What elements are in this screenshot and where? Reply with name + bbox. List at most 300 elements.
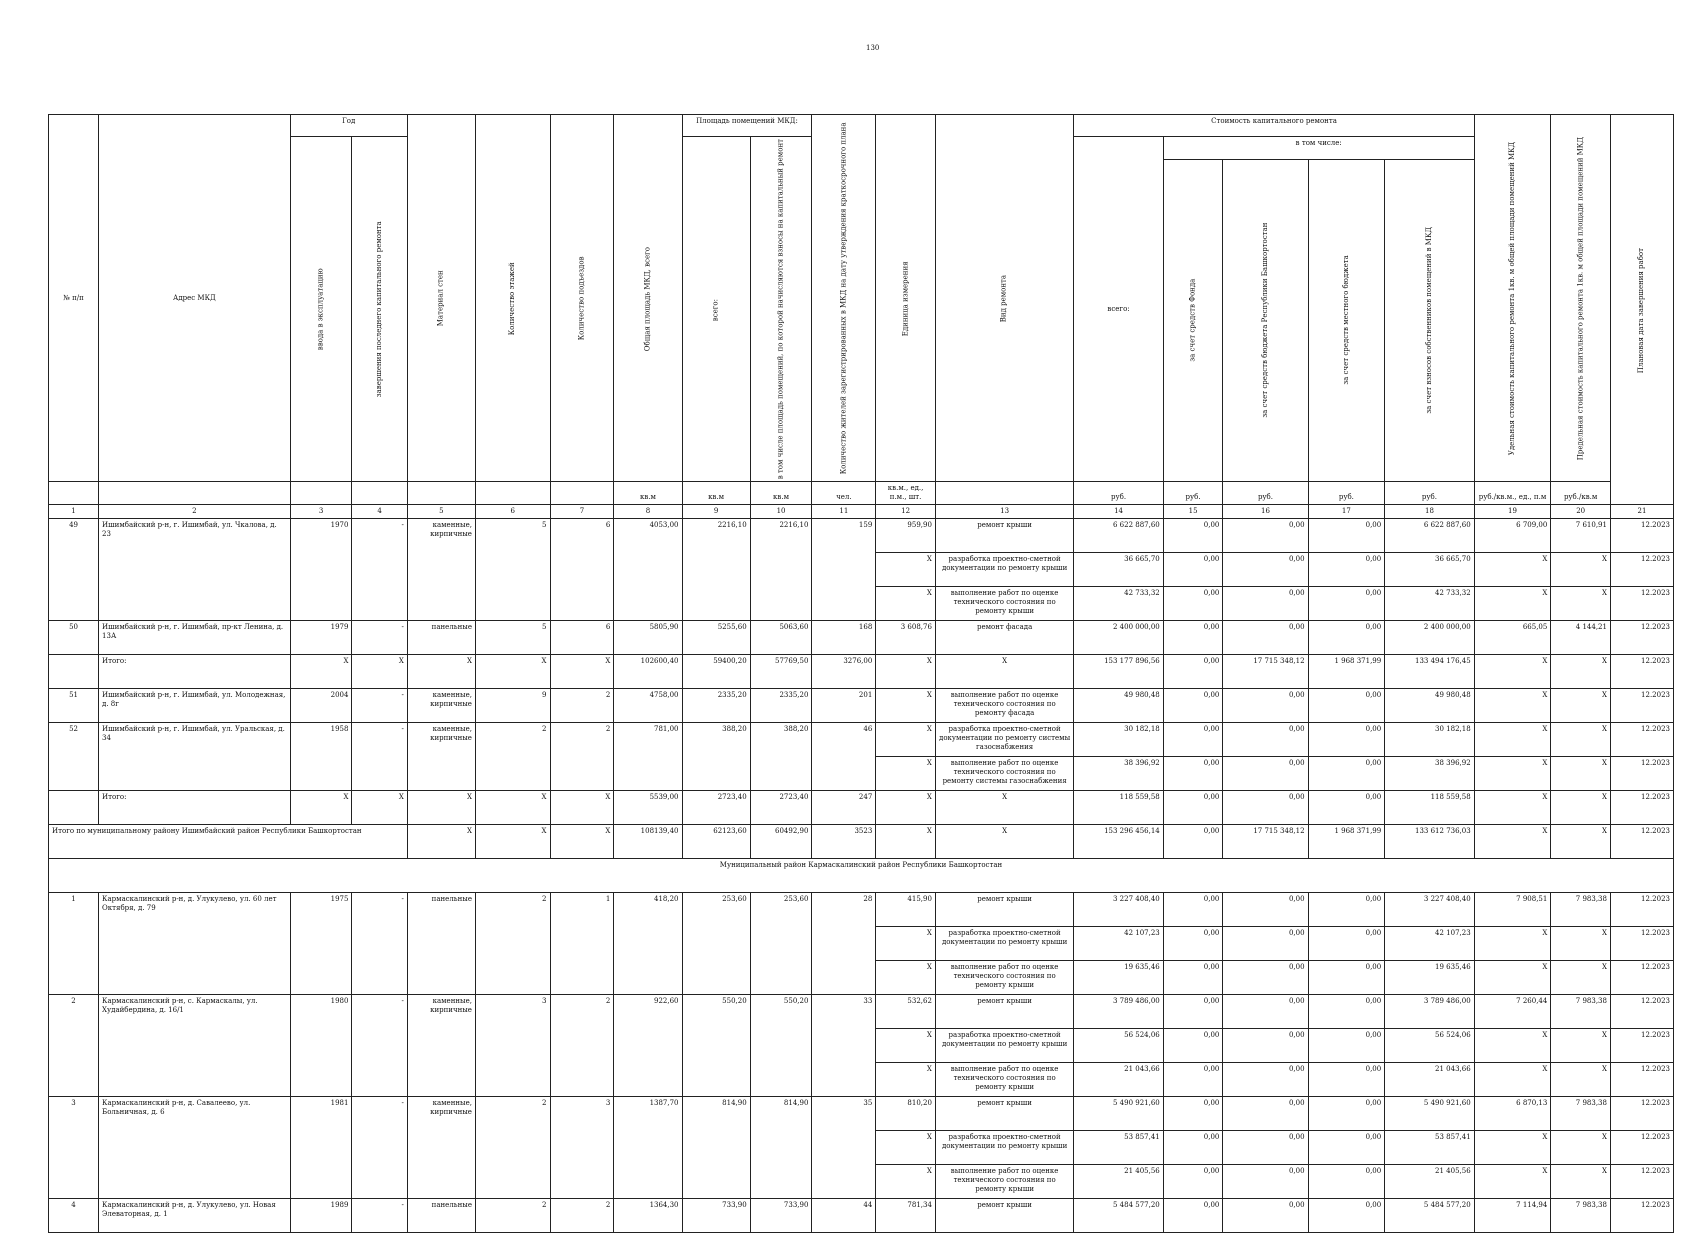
cost-fund-cell: 0,00 — [1163, 553, 1223, 587]
column-number: 2 — [99, 505, 291, 519]
cost-owners-cell: 36 665,70 — [1385, 553, 1474, 587]
district-total-o: 133 612 736,03 — [1385, 825, 1474, 859]
year-last-repair-cell: - — [352, 1097, 407, 1199]
cost-fund-cell: 0,00 — [1163, 1131, 1223, 1165]
planned-date-cell: 12.2023 — [1610, 1063, 1673, 1097]
cost-owners-cell: 3 227 408,40 — [1385, 893, 1474, 927]
entrances-cell: 2 — [550, 995, 614, 1097]
cost-republic-cell: 0,00 — [1223, 1131, 1308, 1165]
total-mat: X — [407, 655, 475, 689]
total-ta: 5539,00 — [614, 791, 682, 825]
total-pa: 59400,20 — [682, 655, 750, 689]
district-total-ta: 108139,40 — [614, 825, 682, 859]
table-row — [49, 995, 1674, 1029]
quantity-cell: X — [876, 723, 936, 757]
row-number: 50 — [49, 621, 99, 655]
total-q: X — [876, 791, 936, 825]
header-limit-cost: Предельная стоимость капитального ремонта 1кв. м общей площади помещений МКД — [1551, 115, 1611, 482]
total-l: X — [1551, 791, 1611, 825]
address-cell: Кармаскалинский р-н, д. Савалеево, ул. Больничная, д. 6 — [99, 1097, 291, 1199]
planned-date-cell: 12.2023 — [1610, 1131, 1673, 1165]
total-y1: X — [290, 655, 352, 689]
year-last-repair-cell: - — [352, 995, 407, 1097]
premises-fund-cell: 388,20 — [750, 723, 812, 791]
column-number: 12 — [876, 505, 936, 519]
specific-cost-cell: X — [1474, 1131, 1551, 1165]
unit-cell: чел. — [812, 482, 876, 505]
year-last-repair-cell: - — [352, 519, 407, 621]
header-total-area: Общая площадь МКД, всего — [614, 115, 682, 482]
year-commission-cell: 1975 — [290, 893, 352, 995]
total-res: 247 — [812, 791, 876, 825]
column-number: 19 — [1474, 505, 1551, 519]
total-y2: X — [352, 791, 407, 825]
limit-cost-cell: 4 144,21 — [1551, 621, 1611, 655]
residents-cell: 46 — [812, 723, 876, 791]
planned-date-cell: 12.2023 — [1610, 1199, 1673, 1233]
district-total-en: X — [550, 825, 614, 859]
unit-cell: руб. — [1385, 482, 1474, 505]
cost-local-cell: 0,00 — [1308, 1097, 1385, 1131]
address-cell: Ишимбайский р-н, г. Ишимбай, пр-кт Ленина, д. 13А — [99, 621, 291, 655]
district-total-s: 153 296 456,14 — [1074, 825, 1163, 859]
total-area-cell: 1387,70 — [614, 1097, 682, 1199]
limit-cost-cell: X — [1551, 1131, 1611, 1165]
table-row — [49, 1199, 1674, 1233]
column-number: 15 — [1163, 505, 1223, 519]
row-number: 49 — [49, 519, 99, 621]
column-number: 20 — [1551, 505, 1611, 519]
entrances-cell: 2 — [550, 1199, 614, 1233]
column-number: 13 — [935, 505, 1073, 519]
cost-republic-cell: 0,00 — [1223, 1097, 1308, 1131]
total-s: 118 559,58 — [1074, 791, 1163, 825]
limit-cost-cell: 7 610,91 — [1551, 519, 1611, 553]
total-f: 0,00 — [1163, 655, 1223, 689]
year-commission-cell: 1970 — [290, 519, 352, 621]
planned-date-cell: 12.2023 — [1610, 723, 1673, 757]
column-number: 6 — [475, 505, 550, 519]
district-total-repair-type: X — [935, 825, 1073, 859]
wall-material-cell: каменные, кирпичные — [407, 995, 475, 1097]
floors-cell: 5 — [475, 621, 550, 655]
cost-republic-cell: 0,00 — [1223, 1199, 1308, 1233]
specific-cost-cell: X — [1474, 961, 1551, 995]
cost-total-cell: 21 043,66 — [1074, 1063, 1163, 1097]
total-y1: X — [290, 791, 352, 825]
column-number: 3 — [290, 505, 352, 519]
total-repair-type: X — [935, 791, 1073, 825]
cost-local-cell: 0,00 — [1308, 1199, 1385, 1233]
unit-cell: кв.м — [750, 482, 812, 505]
year-commission-cell: 1958 — [290, 723, 352, 791]
total-s: 153 177 896,56 — [1074, 655, 1163, 689]
district-total-d: 12.2023 — [1610, 825, 1673, 859]
premises-fund-cell: 253,60 — [750, 893, 812, 995]
planned-date-cell: 12.2023 — [1610, 621, 1673, 655]
district-total-row — [49, 825, 1674, 859]
header-specific-cost: Удельная стоимость капитального ремонта 1кв. м общей площади помещений МКД — [1474, 115, 1551, 482]
limit-cost-cell: X — [1551, 1165, 1611, 1199]
premises-area-cell: 550,20 — [682, 995, 750, 1097]
residents-cell: 168 — [812, 621, 876, 655]
table-row — [49, 1097, 1674, 1131]
district-total-q: X — [876, 825, 936, 859]
total-row — [49, 791, 1674, 825]
quantity-cell: 781,34 — [876, 1199, 936, 1233]
premises-area-cell: 814,90 — [682, 1097, 750, 1199]
premises-area-cell: 2216,10 — [682, 519, 750, 621]
header-wall-material: Материал стен — [407, 115, 475, 482]
limit-cost-cell: 7 983,38 — [1551, 1199, 1611, 1233]
premises-fund-cell: 2335,20 — [750, 689, 812, 723]
wall-material-cell: панельные — [407, 1199, 475, 1233]
limit-cost-cell: X — [1551, 757, 1611, 791]
column-number: 7 — [550, 505, 614, 519]
district-total-label: Итого по муниципальному району Ишимбайский район Республики Башкортостан — [49, 825, 408, 859]
district-total-f: 0,00 — [1163, 825, 1223, 859]
floors-cell: 9 — [475, 689, 550, 723]
cost-total-cell: 42 107,23 — [1074, 927, 1163, 961]
cost-republic-cell: 0,00 — [1223, 553, 1308, 587]
floors-cell: 2 — [475, 1097, 550, 1199]
column-number: 17 — [1308, 505, 1385, 519]
planned-date-cell: 12.2023 — [1610, 519, 1673, 553]
year-commission-cell: 1989 — [290, 1199, 352, 1233]
cost-local-cell: 0,00 — [1308, 927, 1385, 961]
section-row — [49, 859, 1674, 893]
header-cost-republic: за счет средств бюджета Республики Башкортостан — [1223, 159, 1308, 482]
specific-cost-cell: 7 260,44 — [1474, 995, 1551, 1029]
cost-republic-cell: 0,00 — [1223, 689, 1308, 723]
header-including: в том числе: — [1163, 137, 1474, 160]
cost-republic-cell: 0,00 — [1223, 587, 1308, 621]
repair-type-cell: выполнение работ по оценке технического состояния по ремонту системы газоснабжения — [935, 757, 1073, 791]
repair-type-cell: ремонт фасада — [935, 621, 1073, 655]
header-cost-fund: за счет средств Фонда — [1163, 159, 1223, 482]
table-row — [49, 621, 1674, 655]
repair-type-cell: ремонт крыши — [935, 1097, 1073, 1131]
planned-date-cell: 12.2023 — [1610, 757, 1673, 791]
quantity-cell: 415,90 — [876, 893, 936, 927]
specific-cost-cell: X — [1474, 757, 1551, 791]
residents-cell: 28 — [812, 893, 876, 995]
header-premises-group: Площадь помещений МКД: — [682, 115, 812, 137]
header-year-commission: ввода в эксплуатацию — [290, 137, 352, 482]
premises-fund-cell: 550,20 — [750, 995, 812, 1097]
address-cell: Кармаскалинский р-н, с. Кармаскалы, ул. Худайбердина, д. 16/1 — [99, 995, 291, 1097]
quantity-cell: X — [876, 587, 936, 621]
repair-type-cell: разработка проектно-сметной документации по ремонту крыши — [935, 1029, 1073, 1063]
cost-local-cell: 0,00 — [1308, 1131, 1385, 1165]
address-cell: Кармаскалинский р-н, д. Улукулево, ул. Новая Элеваторная, д. 1 — [99, 1199, 291, 1233]
unit-cell: руб./кв.м., ед., п.м — [1474, 482, 1551, 505]
unit-cell: руб. — [1074, 482, 1163, 505]
cost-total-cell: 5 490 921,60 — [1074, 1097, 1163, 1131]
column-number: 21 — [1610, 505, 1673, 519]
repair-type-cell: разработка проектно-сметной документации по ремонту крыши — [935, 1131, 1073, 1165]
total-res: 3276,00 — [812, 655, 876, 689]
cost-total-cell: 42 733,32 — [1074, 587, 1163, 621]
cost-total-cell: 38 396,92 — [1074, 757, 1163, 791]
cost-local-cell: 0,00 — [1308, 553, 1385, 587]
planned-date-cell: 12.2023 — [1610, 1165, 1673, 1199]
planned-date-cell: 12.2023 — [1610, 893, 1673, 927]
floors-cell: 2 — [475, 1199, 550, 1233]
quantity-cell: X — [876, 1029, 936, 1063]
total-ta: 102600,40 — [614, 655, 682, 689]
cost-fund-cell: 0,00 — [1163, 689, 1223, 723]
planned-date-cell: 12.2023 — [1610, 995, 1673, 1029]
total-label: Итого: — [99, 791, 291, 825]
column-number: 18 — [1385, 505, 1474, 519]
cost-fund-cell: 0,00 — [1163, 757, 1223, 791]
total-en: X — [550, 791, 614, 825]
cost-owners-cell: 3 789 486,00 — [1385, 995, 1474, 1029]
limit-cost-cell: X — [1551, 723, 1611, 757]
limit-cost-cell: X — [1551, 961, 1611, 995]
premises-fund-cell: 814,90 — [750, 1097, 812, 1199]
header-cost-local: за счет средств местного бюджета — [1308, 159, 1385, 482]
total-pa: 2723,40 — [682, 791, 750, 825]
address-cell: Ишимбайский р-н, г. Ишимбай, ул. Уральская, д. 34 — [99, 723, 291, 791]
repair-type-cell: выполнение работ по оценке технического состояния по ремонту фасада — [935, 689, 1073, 723]
address-cell: Ишимбайский р-н, г. Ишимбай, ул. Молодежная, д. 8г — [99, 689, 291, 723]
repair-type-cell: ремонт крыши — [935, 519, 1073, 553]
cost-owners-cell: 21 405,56 — [1385, 1165, 1474, 1199]
total-u: X — [1474, 655, 1551, 689]
residents-cell: 35 — [812, 1097, 876, 1199]
cost-owners-cell: 5 490 921,60 — [1385, 1097, 1474, 1131]
total-repair-type: X — [935, 655, 1073, 689]
header-cost-total: всего: — [1074, 137, 1163, 482]
total-y2: X — [352, 655, 407, 689]
wall-material-cell: каменные, кирпичные — [407, 723, 475, 791]
quantity-cell: X — [876, 961, 936, 995]
total-area-cell: 4758,00 — [614, 689, 682, 723]
district-total-pf: 60492,90 — [750, 825, 812, 859]
cost-fund-cell: 0,00 — [1163, 995, 1223, 1029]
year-last-repair-cell: - — [352, 689, 407, 723]
district-total-mat: X — [407, 825, 475, 859]
header-planned-date: Плановая дата завершения работ — [1610, 115, 1673, 505]
header-num: № п/п — [49, 115, 99, 482]
wall-material-cell: панельные — [407, 893, 475, 995]
repair-type-cell: разработка проектно-сметной документации по ремонту системы газоснабжения — [935, 723, 1073, 757]
total-rb: 0,00 — [1223, 791, 1308, 825]
quantity-cell: 532,62 — [876, 995, 936, 1029]
header-year-group: Год — [290, 115, 407, 137]
cost-total-cell: 49 980,48 — [1074, 689, 1163, 723]
repair-type-cell: ремонт крыши — [935, 893, 1073, 927]
district-total-pa: 62123,60 — [682, 825, 750, 859]
header-cost-group: Стоимость капитального ремонта — [1074, 115, 1474, 137]
header-unit: Единица измерения — [876, 115, 936, 482]
table-row — [49, 723, 1674, 757]
total-u: X — [1474, 791, 1551, 825]
planned-date-cell: 12.2023 — [1610, 961, 1673, 995]
total-lb: 0,00 — [1308, 791, 1385, 825]
planned-date-cell: 12.2023 — [1610, 1097, 1673, 1131]
district-total-l: X — [1551, 825, 1611, 859]
planned-date-cell: 12.2023 — [1610, 1029, 1673, 1063]
specific-cost-cell: 665,05 — [1474, 621, 1551, 655]
year-last-repair-cell: - — [352, 723, 407, 791]
cost-fund-cell: 0,00 — [1163, 519, 1223, 553]
district-total-fl: X — [475, 825, 550, 859]
cost-republic-cell: 0,00 — [1223, 621, 1308, 655]
header-premises-total: всего: — [682, 137, 750, 482]
premises-area-cell: 733,90 — [682, 1199, 750, 1233]
cost-owners-cell: 42 107,23 — [1385, 927, 1474, 961]
header-cost-owners: за счет взносов собственников помещений в МКД — [1385, 159, 1474, 482]
address-cell: Ишимбайский р-н, г. Ишимбай, ул. Чкалова, д. 23 — [99, 519, 291, 621]
total-label: Итого: — [99, 655, 291, 689]
row-number: 4 — [49, 1199, 99, 1233]
address-cell: Кармаскалинский р-н, д. Улукулево, ул. 60 лет Октября, д. 79 — [99, 893, 291, 995]
year-commission-cell: 1979 — [290, 621, 352, 655]
row-number: 2 — [49, 995, 99, 1097]
column-number: 5 — [407, 505, 475, 519]
total-l: X — [1551, 655, 1611, 689]
premises-fund-cell: 733,90 — [750, 1199, 812, 1233]
cost-owners-cell: 6 622 887,60 — [1385, 519, 1474, 553]
specific-cost-cell: X — [1474, 1029, 1551, 1063]
planned-date-cell: 12.2023 — [1610, 587, 1673, 621]
limit-cost-cell: X — [1551, 553, 1611, 587]
entrances-cell: 2 — [550, 723, 614, 791]
residents-cell: 33 — [812, 995, 876, 1097]
planned-date-cell: 12.2023 — [1610, 927, 1673, 961]
table-row — [49, 519, 1674, 553]
cost-local-cell: 0,00 — [1308, 689, 1385, 723]
total-area-cell: 781,00 — [614, 723, 682, 791]
specific-cost-cell: X — [1474, 1165, 1551, 1199]
header-floors: Количество этажей — [475, 115, 550, 482]
cost-owners-cell: 21 043,66 — [1385, 1063, 1474, 1097]
cost-republic-cell: 0,00 — [1223, 1029, 1308, 1063]
cost-republic-cell: 0,00 — [1223, 995, 1308, 1029]
cost-owners-cell: 53 857,41 — [1385, 1131, 1474, 1165]
planned-date-cell: 12.2023 — [1610, 689, 1673, 723]
row-number — [49, 791, 99, 825]
year-commission-cell: 1980 — [290, 995, 352, 1097]
total-pf: 57769,50 — [750, 655, 812, 689]
limit-cost-cell: X — [1551, 927, 1611, 961]
floors-cell: 2 — [475, 723, 550, 791]
planned-date-cell: 12.2023 — [1610, 553, 1673, 587]
cost-fund-cell: 0,00 — [1163, 1165, 1223, 1199]
cost-owners-cell: 5 484 577,20 — [1385, 1199, 1474, 1233]
limit-cost-cell: 7 983,38 — [1551, 1097, 1611, 1131]
total-lb: 1 968 371,99 — [1308, 655, 1385, 689]
column-number: 4 — [352, 505, 407, 519]
unit-cell: руб. — [1308, 482, 1385, 505]
repair-type-cell: выполнение работ по оценке технического состояния по ремонту крыши — [935, 1165, 1073, 1199]
cost-total-cell: 3 227 408,40 — [1074, 893, 1163, 927]
total-area-cell: 5805,90 — [614, 621, 682, 655]
total-area-cell: 418,20 — [614, 893, 682, 995]
residents-cell: 159 — [812, 519, 876, 621]
limit-cost-cell: 7 983,38 — [1551, 995, 1611, 1029]
total-row — [49, 655, 1674, 689]
total-en: X — [550, 655, 614, 689]
repair-type-cell: выполнение работ по оценке технического состояния по ремонту крыши — [935, 961, 1073, 995]
header-repair-type: Вид ремонта — [935, 115, 1073, 482]
column-number: 16 — [1223, 505, 1308, 519]
cost-fund-cell: 0,00 — [1163, 723, 1223, 757]
premises-area-cell: 388,20 — [682, 723, 750, 791]
cost-local-cell: 0,00 — [1308, 1165, 1385, 1199]
cost-republic-cell: 0,00 — [1223, 893, 1308, 927]
cost-total-cell: 5 484 577,20 — [1074, 1199, 1163, 1233]
cost-local-cell: 0,00 — [1308, 621, 1385, 655]
cost-fund-cell: 0,00 — [1163, 1029, 1223, 1063]
quantity-cell: X — [876, 1165, 936, 1199]
cost-total-cell: 56 524,06 — [1074, 1029, 1163, 1063]
limit-cost-cell: X — [1551, 1029, 1611, 1063]
repair-type-cell: ремонт крыши — [935, 995, 1073, 1029]
column-number: 8 — [614, 505, 682, 519]
cost-total-cell: 21 405,56 — [1074, 1165, 1163, 1199]
cost-fund-cell: 0,00 — [1163, 927, 1223, 961]
total-area-cell: 922,60 — [614, 995, 682, 1097]
year-last-repair-cell: - — [352, 621, 407, 655]
capital-repair-table — [48, 114, 1674, 1233]
total-fl: X — [475, 791, 550, 825]
total-o: 118 559,58 — [1385, 791, 1474, 825]
year-last-repair-cell: - — [352, 893, 407, 995]
limit-cost-cell: 7 983,38 — [1551, 893, 1611, 927]
specific-cost-cell: X — [1474, 1063, 1551, 1097]
cost-republic-cell: 0,00 — [1223, 961, 1308, 995]
cost-local-cell: 0,00 — [1308, 1029, 1385, 1063]
cost-fund-cell: 0,00 — [1163, 1097, 1223, 1131]
repair-type-cell: ремонт крыши — [935, 1199, 1073, 1233]
wall-material-cell: каменные, кирпичные — [407, 689, 475, 723]
unit-cell: руб. — [1163, 482, 1223, 505]
total-q: X — [876, 655, 936, 689]
year-commission-cell: 1981 — [290, 1097, 352, 1199]
specific-cost-cell: X — [1474, 723, 1551, 757]
cost-fund-cell: 0,00 — [1163, 587, 1223, 621]
unit-cell: кв.м — [682, 482, 750, 505]
total-rb: 17 715 348,12 — [1223, 655, 1308, 689]
table-row — [49, 893, 1674, 927]
total-d: 12.2023 — [1610, 655, 1673, 689]
row-number: 51 — [49, 689, 99, 723]
cost-owners-cell: 56 524,06 — [1385, 1029, 1474, 1063]
section-title: Муниципальный район Кармаскалинский район Республики Башкортостан — [49, 859, 1674, 893]
row-number: 3 — [49, 1097, 99, 1199]
total-fl: X — [475, 655, 550, 689]
year-last-repair-cell: - — [352, 1199, 407, 1233]
cost-owners-cell: 30 182,18 — [1385, 723, 1474, 757]
quantity-cell: X — [876, 1063, 936, 1097]
specific-cost-cell: X — [1474, 553, 1551, 587]
page-number: 130 — [866, 44, 880, 52]
cost-republic-cell: 0,00 — [1223, 757, 1308, 791]
row-number: 1 — [49, 893, 99, 995]
wall-material-cell: каменные, кирпичные — [407, 519, 475, 621]
wall-material-cell: каменные, кирпичные — [407, 1097, 475, 1199]
cost-fund-cell: 0,00 — [1163, 1063, 1223, 1097]
total-pf: 2723,40 — [750, 791, 812, 825]
quantity-cell: X — [876, 757, 936, 791]
repair-type-cell: выполнение работ по оценке технического состояния по ремонту крыши — [935, 1063, 1073, 1097]
entrances-cell: 6 — [550, 519, 614, 621]
total-area-cell: 4053,00 — [614, 519, 682, 621]
